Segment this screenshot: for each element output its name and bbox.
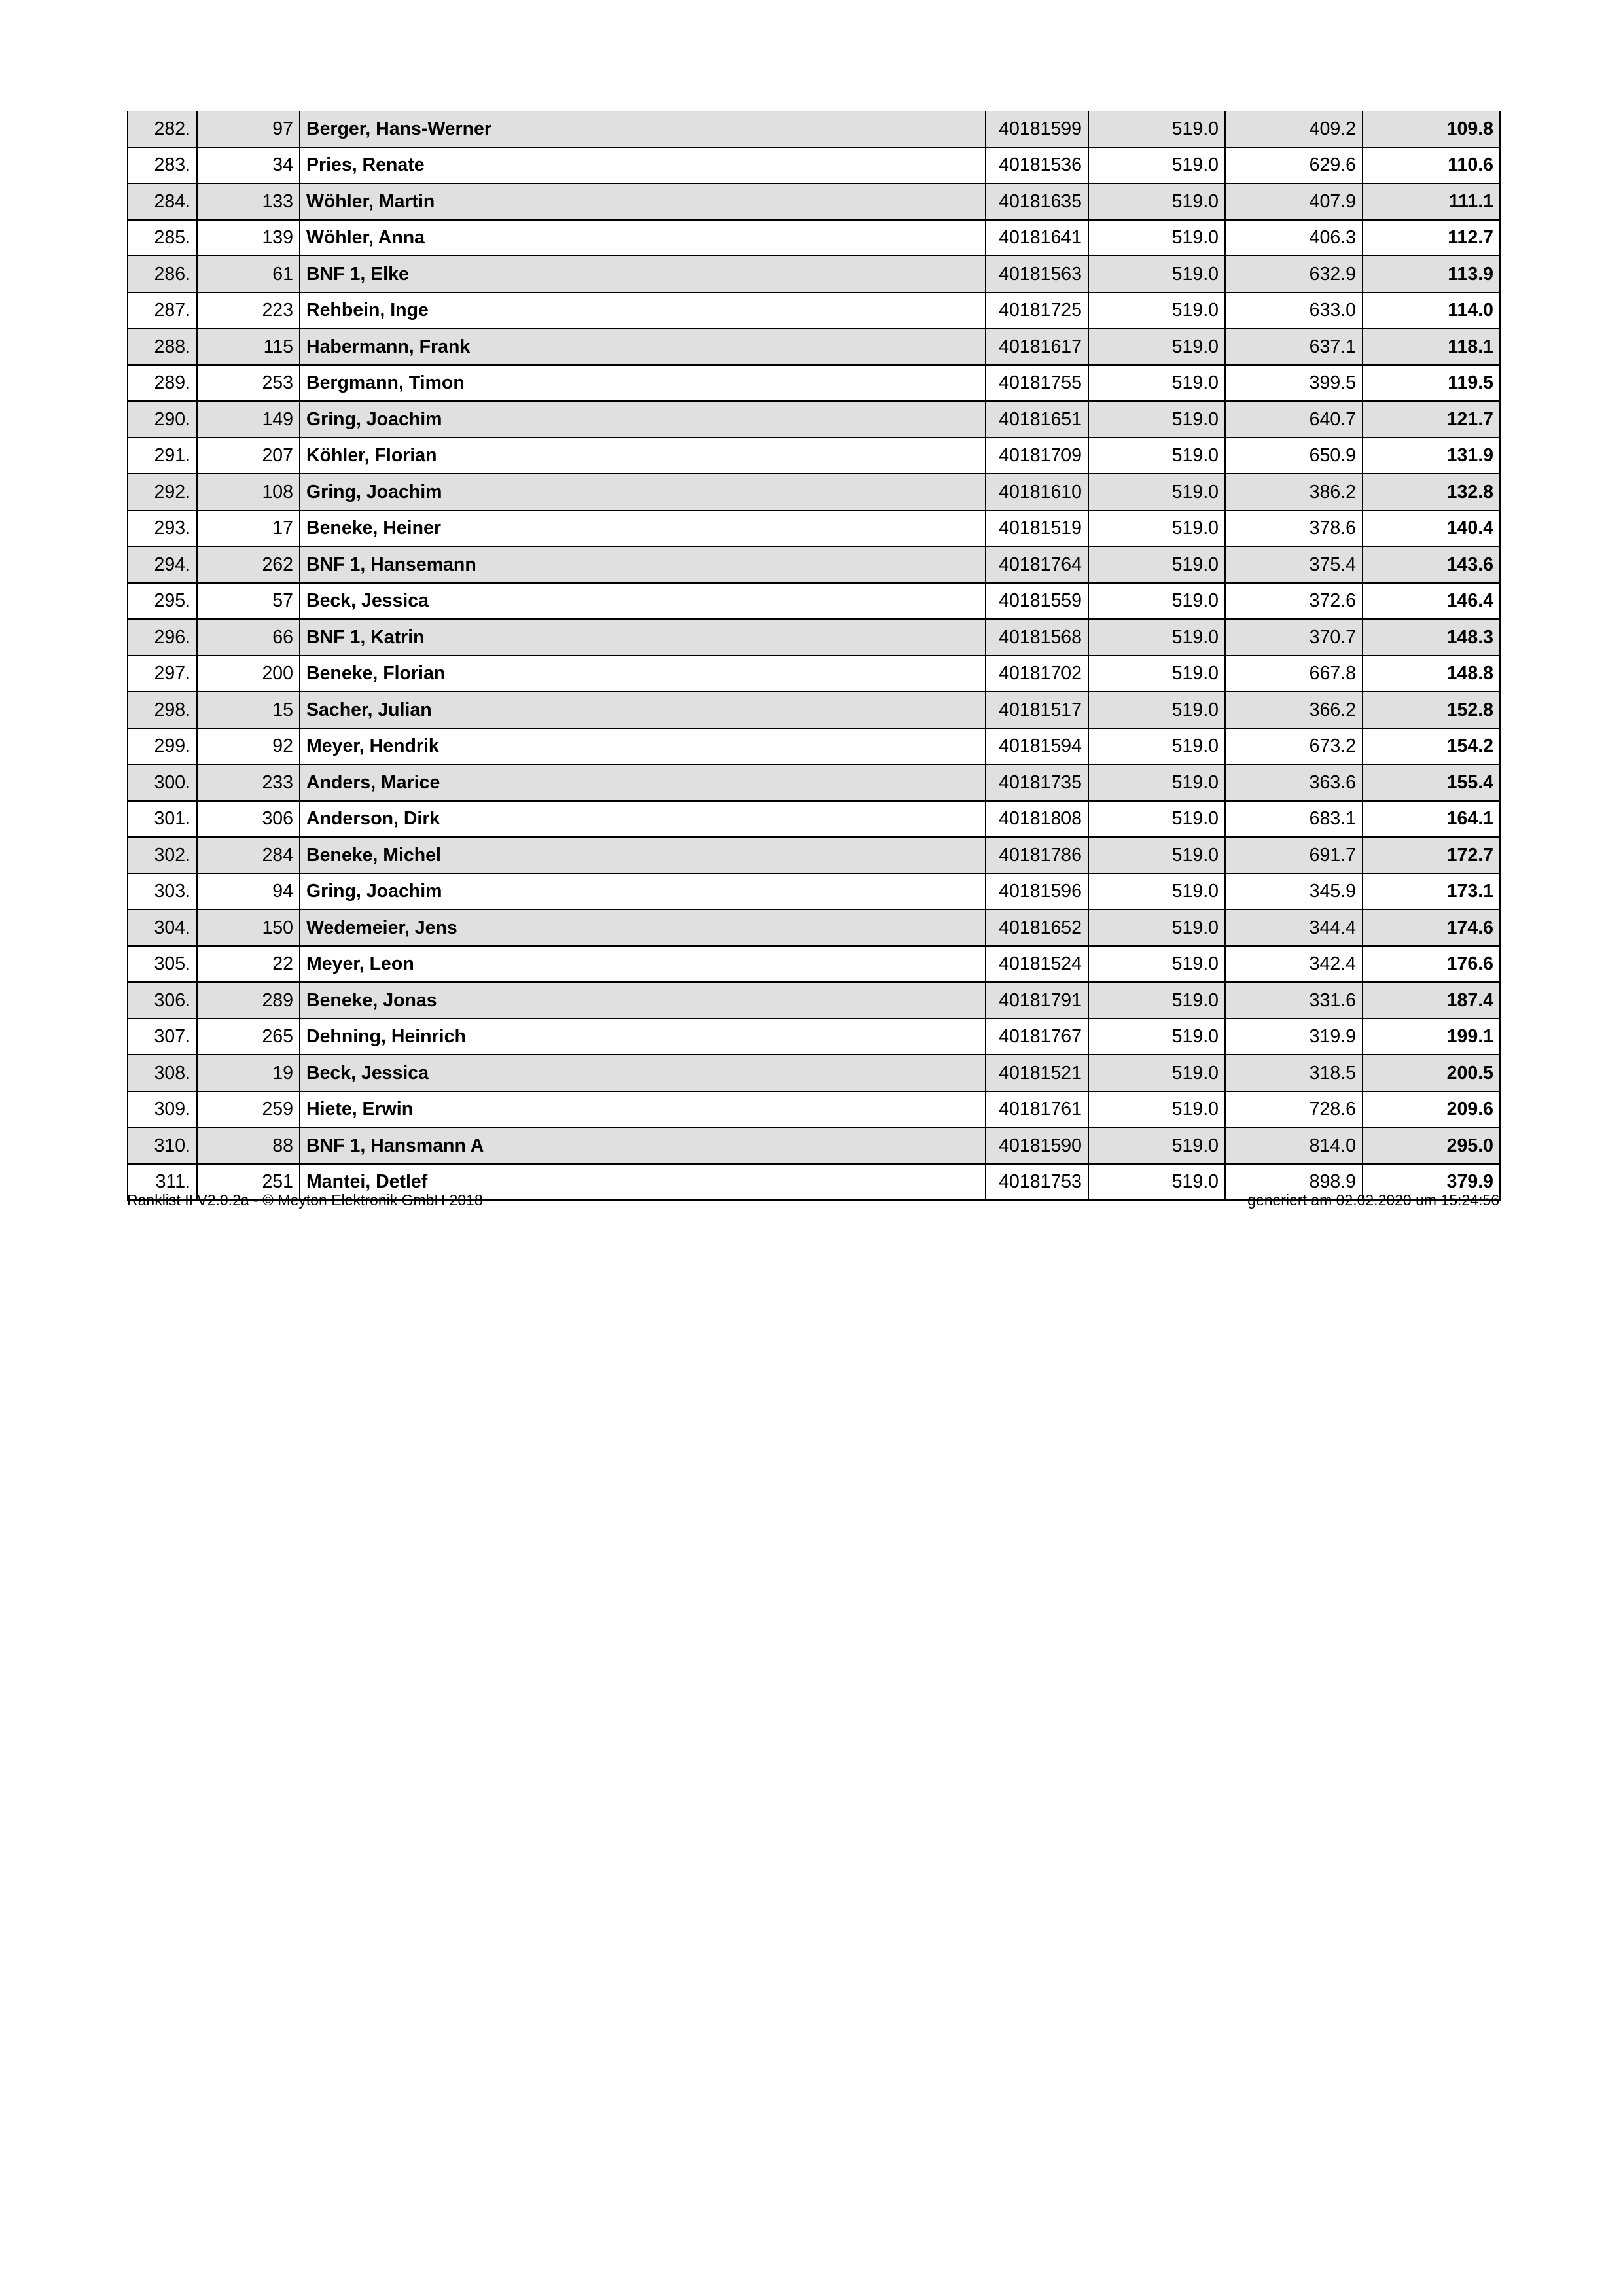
target-value-cell: 519.0 xyxy=(1088,801,1225,838)
start-number-cell: 19 xyxy=(197,1055,300,1091)
shooter-id-cell: 40181524 xyxy=(986,946,1088,983)
ranking-table xyxy=(127,111,1501,1201)
rank-cell: 292. xyxy=(128,474,197,510)
score-value-cell: 650.9 xyxy=(1225,438,1363,474)
target-value-cell: 519.0 xyxy=(1088,982,1225,1019)
shooter-id-cell: 40181641 xyxy=(986,220,1088,256)
deviation-value-cell: 140.4 xyxy=(1363,510,1500,547)
target-value-cell: 519.0 xyxy=(1088,546,1225,583)
target-value-cell: 519.0 xyxy=(1088,183,1225,220)
deviation-value-cell: 111.1 xyxy=(1363,183,1500,220)
target-value-cell: 519.0 xyxy=(1088,147,1225,184)
deviation-value-cell: 148.3 xyxy=(1363,619,1500,656)
shooter-name-cell: Beneke, Florian xyxy=(300,656,986,692)
shooter-id-cell: 40181808 xyxy=(986,801,1088,838)
target-value-cell: 519.0 xyxy=(1088,764,1225,801)
deviation-value-cell: 200.5 xyxy=(1363,1055,1500,1091)
deviation-value-cell: 295.0 xyxy=(1363,1127,1500,1164)
target-value-cell: 519.0 xyxy=(1088,1164,1225,1201)
rank-cell: 305. xyxy=(128,946,197,983)
score-value-cell: 406.3 xyxy=(1225,220,1363,256)
deviation-value-cell: 113.9 xyxy=(1363,256,1500,292)
table-row xyxy=(128,220,1500,256)
rank-cell: 295. xyxy=(128,583,197,620)
shooter-name-cell: BNF 1, Elke xyxy=(300,256,986,292)
table-row xyxy=(128,656,1500,692)
table-row xyxy=(128,619,1500,656)
target-value-cell: 519.0 xyxy=(1088,111,1225,147)
start-number-cell: 108 xyxy=(197,474,300,510)
score-value-cell: 629.6 xyxy=(1225,147,1363,184)
shooter-id-cell: 40181596 xyxy=(986,874,1088,910)
score-value-cell: 673.2 xyxy=(1225,728,1363,765)
shooter-id-cell: 40181702 xyxy=(986,656,1088,692)
deviation-value-cell: 143.6 xyxy=(1363,546,1500,583)
shooter-name-cell: Beneke, Jonas xyxy=(300,982,986,1019)
deviation-value-cell: 146.4 xyxy=(1363,583,1500,620)
table-row xyxy=(128,401,1500,438)
start-number-cell: 207 xyxy=(197,438,300,474)
rank-cell: 298. xyxy=(128,692,197,728)
start-number-cell: 150 xyxy=(197,910,300,946)
table-row xyxy=(128,1019,1500,1055)
table-row xyxy=(128,946,1500,983)
deviation-value-cell: 119.5 xyxy=(1363,365,1500,402)
deviation-value-cell: 118.1 xyxy=(1363,328,1500,365)
rank-cell: 289. xyxy=(128,365,197,402)
shooter-name-cell: Wedemeier, Jens xyxy=(300,910,986,946)
shooter-id-cell: 40181559 xyxy=(986,583,1088,620)
table-row xyxy=(128,183,1500,220)
target-value-cell: 519.0 xyxy=(1088,1091,1225,1128)
rank-cell: 301. xyxy=(128,801,197,838)
table-row xyxy=(128,982,1500,1019)
shooter-id-cell: 40181764 xyxy=(986,546,1088,583)
table-row xyxy=(128,583,1500,620)
shooter-name-cell: Meyer, Hendrik xyxy=(300,728,986,765)
shooter-id-cell: 40181652 xyxy=(986,910,1088,946)
shooter-id-cell: 40181610 xyxy=(986,474,1088,510)
shooter-id-cell: 40181599 xyxy=(986,111,1088,147)
shooter-name-cell: Dehning, Heinrich xyxy=(300,1019,986,1055)
score-value-cell: 386.2 xyxy=(1225,474,1363,510)
shooter-id-cell: 40181568 xyxy=(986,619,1088,656)
start-number-cell: 265 xyxy=(197,1019,300,1055)
shooter-id-cell: 40181594 xyxy=(986,728,1088,765)
start-number-cell: 94 xyxy=(197,874,300,910)
shooter-id-cell: 40181725 xyxy=(986,292,1088,329)
start-number-cell: 306 xyxy=(197,801,300,838)
start-number-cell: 284 xyxy=(197,837,300,874)
table-row xyxy=(128,292,1500,329)
target-value-cell: 519.0 xyxy=(1088,946,1225,983)
table-row xyxy=(128,328,1500,365)
deviation-value-cell: 121.7 xyxy=(1363,401,1500,438)
shooter-name-cell: Berger, Hans-Werner xyxy=(300,111,986,147)
target-value-cell: 519.0 xyxy=(1088,583,1225,620)
table-row xyxy=(128,365,1500,402)
rank-cell: 297. xyxy=(128,656,197,692)
deviation-value-cell: 172.7 xyxy=(1363,837,1500,874)
score-value-cell: 344.4 xyxy=(1225,910,1363,946)
score-value-cell: 378.6 xyxy=(1225,510,1363,547)
footer-copyright: Ranklist II V2.0.2a - © Meyton Elektronik GmbH 2018 xyxy=(127,1192,483,1209)
target-value-cell: 519.0 xyxy=(1088,292,1225,329)
target-value-cell: 519.0 xyxy=(1088,619,1225,656)
deviation-value-cell: 112.7 xyxy=(1363,220,1500,256)
deviation-value-cell: 110.6 xyxy=(1363,147,1500,184)
shooter-name-cell: Anders, Marice xyxy=(300,764,986,801)
table-row xyxy=(128,256,1500,292)
score-value-cell: 331.6 xyxy=(1225,982,1363,1019)
target-value-cell: 519.0 xyxy=(1088,438,1225,474)
target-value-cell: 519.0 xyxy=(1088,220,1225,256)
table-row xyxy=(128,801,1500,838)
start-number-cell: 57 xyxy=(197,583,300,620)
deviation-value-cell: 173.1 xyxy=(1363,874,1500,910)
deviation-value-cell: 174.6 xyxy=(1363,910,1500,946)
shooter-name-cell: Gring, Joachim xyxy=(300,874,986,910)
shooter-id-cell: 40181517 xyxy=(986,692,1088,728)
start-number-cell: 115 xyxy=(197,328,300,365)
shooter-name-cell: BNF 1, Katrin xyxy=(300,619,986,656)
shooter-id-cell: 40181536 xyxy=(986,147,1088,184)
target-value-cell: 519.0 xyxy=(1088,1019,1225,1055)
start-number-cell: 92 xyxy=(197,728,300,765)
rank-cell: 282. xyxy=(128,111,197,147)
shooter-id-cell: 40181563 xyxy=(986,256,1088,292)
table-row xyxy=(128,874,1500,910)
start-number-cell: 149 xyxy=(197,401,300,438)
rank-cell: 304. xyxy=(128,910,197,946)
score-value-cell: 370.7 xyxy=(1225,619,1363,656)
shooter-id-cell: 40181651 xyxy=(986,401,1088,438)
rank-cell: 294. xyxy=(128,546,197,583)
rank-cell: 300. xyxy=(128,764,197,801)
shooter-id-cell: 40181617 xyxy=(986,328,1088,365)
table-row xyxy=(128,692,1500,728)
deviation-value-cell: 187.4 xyxy=(1363,982,1500,1019)
start-number-cell: 251 xyxy=(197,1164,300,1201)
score-value-cell: 318.5 xyxy=(1225,1055,1363,1091)
ranking-table-body xyxy=(128,111,1500,1200)
deviation-value-cell: 132.8 xyxy=(1363,474,1500,510)
start-number-cell: 17 xyxy=(197,510,300,547)
score-value-cell: 632.9 xyxy=(1225,256,1363,292)
table-row xyxy=(128,1055,1500,1091)
rank-cell: 283. xyxy=(128,147,197,184)
table-row xyxy=(128,728,1500,765)
shooter-name-cell: Wöhler, Martin xyxy=(300,183,986,220)
shooter-name-cell: BNF 1, Hansemann xyxy=(300,546,986,583)
score-value-cell: 637.1 xyxy=(1225,328,1363,365)
score-value-cell: 633.0 xyxy=(1225,292,1363,329)
start-number-cell: 289 xyxy=(197,982,300,1019)
shooter-name-cell: Sacher, Julian xyxy=(300,692,986,728)
table-row xyxy=(128,837,1500,874)
score-value-cell: 375.4 xyxy=(1225,546,1363,583)
target-value-cell: 519.0 xyxy=(1088,401,1225,438)
deviation-value-cell: 379.9 xyxy=(1363,1164,1500,1201)
shooter-id-cell: 40181519 xyxy=(986,510,1088,547)
table-row xyxy=(128,546,1500,583)
start-number-cell: 259 xyxy=(197,1091,300,1128)
score-value-cell: 363.6 xyxy=(1225,764,1363,801)
shooter-name-cell: Köhler, Florian xyxy=(300,438,986,474)
score-value-cell: 409.2 xyxy=(1225,111,1363,147)
score-value-cell: 691.7 xyxy=(1225,837,1363,874)
rank-cell: 306. xyxy=(128,982,197,1019)
table-row xyxy=(128,111,1500,147)
start-number-cell: 262 xyxy=(197,546,300,583)
rank-cell: 308. xyxy=(128,1055,197,1091)
rank-cell: 299. xyxy=(128,728,197,765)
start-number-cell: 61 xyxy=(197,256,300,292)
shooter-name-cell: Hiete, Erwin xyxy=(300,1091,986,1128)
target-value-cell: 519.0 xyxy=(1088,837,1225,874)
start-number-cell: 34 xyxy=(197,147,300,184)
deviation-value-cell: 148.8 xyxy=(1363,656,1500,692)
target-value-cell: 519.0 xyxy=(1088,510,1225,547)
shooter-name-cell: Habermann, Frank xyxy=(300,328,986,365)
deviation-value-cell: 176.6 xyxy=(1363,946,1500,983)
start-number-cell: 88 xyxy=(197,1127,300,1164)
shooter-name-cell: Wöhler, Anna xyxy=(300,220,986,256)
rank-cell: 302. xyxy=(128,837,197,874)
table-row xyxy=(128,474,1500,510)
rank-cell: 285. xyxy=(128,220,197,256)
table-row xyxy=(128,438,1500,474)
rank-cell: 290. xyxy=(128,401,197,438)
rank-cell: 303. xyxy=(128,874,197,910)
start-number-cell: 223 xyxy=(197,292,300,329)
target-value-cell: 519.0 xyxy=(1088,365,1225,402)
target-value-cell: 519.0 xyxy=(1088,910,1225,946)
shooter-name-cell: Meyer, Leon xyxy=(300,946,986,983)
shooter-name-cell: Beneke, Heiner xyxy=(300,510,986,547)
target-value-cell: 519.0 xyxy=(1088,874,1225,910)
shooter-id-cell: 40181791 xyxy=(986,982,1088,1019)
score-value-cell: 814.0 xyxy=(1225,1127,1363,1164)
start-number-cell: 15 xyxy=(197,692,300,728)
deviation-value-cell: 109.8 xyxy=(1363,111,1500,147)
score-value-cell: 898.9 xyxy=(1225,1164,1363,1201)
shooter-name-cell: BNF 1, Hansmann A xyxy=(300,1127,986,1164)
table-row xyxy=(128,1127,1500,1164)
shooter-name-cell: Anderson, Dirk xyxy=(300,801,986,838)
score-value-cell: 640.7 xyxy=(1225,401,1363,438)
shooter-id-cell: 40181767 xyxy=(986,1019,1088,1055)
start-number-cell: 66 xyxy=(197,619,300,656)
start-number-cell: 22 xyxy=(197,946,300,983)
rank-cell: 296. xyxy=(128,619,197,656)
shooter-id-cell: 40181755 xyxy=(986,365,1088,402)
score-value-cell: 342.4 xyxy=(1225,946,1363,983)
deviation-value-cell: 131.9 xyxy=(1363,438,1500,474)
score-value-cell: 319.9 xyxy=(1225,1019,1363,1055)
score-value-cell: 372.6 xyxy=(1225,583,1363,620)
deviation-value-cell: 164.1 xyxy=(1363,801,1500,838)
start-number-cell: 97 xyxy=(197,111,300,147)
rank-cell: 284. xyxy=(128,183,197,220)
score-value-cell: 683.1 xyxy=(1225,801,1363,838)
shooter-name-cell: Gring, Joachim xyxy=(300,401,986,438)
rank-cell: 311. xyxy=(128,1164,197,1201)
target-value-cell: 519.0 xyxy=(1088,728,1225,765)
target-value-cell: 519.0 xyxy=(1088,656,1225,692)
table-row xyxy=(128,910,1500,946)
score-value-cell: 345.9 xyxy=(1225,874,1363,910)
table-row xyxy=(128,764,1500,801)
shooter-name-cell: Mantei, Detlef xyxy=(300,1164,986,1201)
deviation-value-cell: 154.2 xyxy=(1363,728,1500,765)
deviation-value-cell: 199.1 xyxy=(1363,1019,1500,1055)
score-value-cell: 399.5 xyxy=(1225,365,1363,402)
score-value-cell: 366.2 xyxy=(1225,692,1363,728)
rank-cell: 288. xyxy=(128,328,197,365)
deviation-value-cell: 209.6 xyxy=(1363,1091,1500,1128)
rank-cell: 291. xyxy=(128,438,197,474)
target-value-cell: 519.0 xyxy=(1088,256,1225,292)
table-row xyxy=(128,147,1500,184)
shooter-name-cell: Gring, Joachim xyxy=(300,474,986,510)
rank-cell: 293. xyxy=(128,510,197,547)
rank-cell: 307. xyxy=(128,1019,197,1055)
deviation-value-cell: 114.0 xyxy=(1363,292,1500,329)
shooter-name-cell: Pries, Renate xyxy=(300,147,986,184)
shooter-name-cell: Beneke, Michel xyxy=(300,837,986,874)
shooter-id-cell: 40181635 xyxy=(986,183,1088,220)
shooter-id-cell: 40181786 xyxy=(986,837,1088,874)
footer-generated-timestamp: generiert am 02.02.2020 um 15:24:56 xyxy=(1247,1192,1499,1209)
target-value-cell: 519.0 xyxy=(1088,1127,1225,1164)
rank-cell: 310. xyxy=(128,1127,197,1164)
score-value-cell: 407.9 xyxy=(1225,183,1363,220)
shooter-id-cell: 40181709 xyxy=(986,438,1088,474)
target-value-cell: 519.0 xyxy=(1088,692,1225,728)
start-number-cell: 133 xyxy=(197,183,300,220)
shooter-id-cell: 40181753 xyxy=(986,1164,1088,1201)
shooter-name-cell: Beck, Jessica xyxy=(300,1055,986,1091)
shooter-name-cell: Rehbein, Inge xyxy=(300,292,986,329)
shooter-name-cell: Beck, Jessica xyxy=(300,583,986,620)
score-value-cell: 667.8 xyxy=(1225,656,1363,692)
score-value-cell: 728.6 xyxy=(1225,1091,1363,1128)
rank-cell: 286. xyxy=(128,256,197,292)
rank-cell: 309. xyxy=(128,1091,197,1128)
target-value-cell: 519.0 xyxy=(1088,1055,1225,1091)
target-value-cell: 519.0 xyxy=(1088,474,1225,510)
start-number-cell: 233 xyxy=(197,764,300,801)
shooter-id-cell: 40181735 xyxy=(986,764,1088,801)
shooter-id-cell: 40181590 xyxy=(986,1127,1088,1164)
shooter-id-cell: 40181761 xyxy=(986,1091,1088,1128)
start-number-cell: 253 xyxy=(197,365,300,402)
target-value-cell: 519.0 xyxy=(1088,328,1225,365)
deviation-value-cell: 152.8 xyxy=(1363,692,1500,728)
start-number-cell: 139 xyxy=(197,220,300,256)
table-row xyxy=(128,1091,1500,1128)
table-row xyxy=(128,510,1500,547)
shooter-name-cell: Bergmann, Timon xyxy=(300,365,986,402)
deviation-value-cell: 155.4 xyxy=(1363,764,1500,801)
rank-cell: 287. xyxy=(128,292,197,329)
start-number-cell: 200 xyxy=(197,656,300,692)
shooter-id-cell: 40181521 xyxy=(986,1055,1088,1091)
